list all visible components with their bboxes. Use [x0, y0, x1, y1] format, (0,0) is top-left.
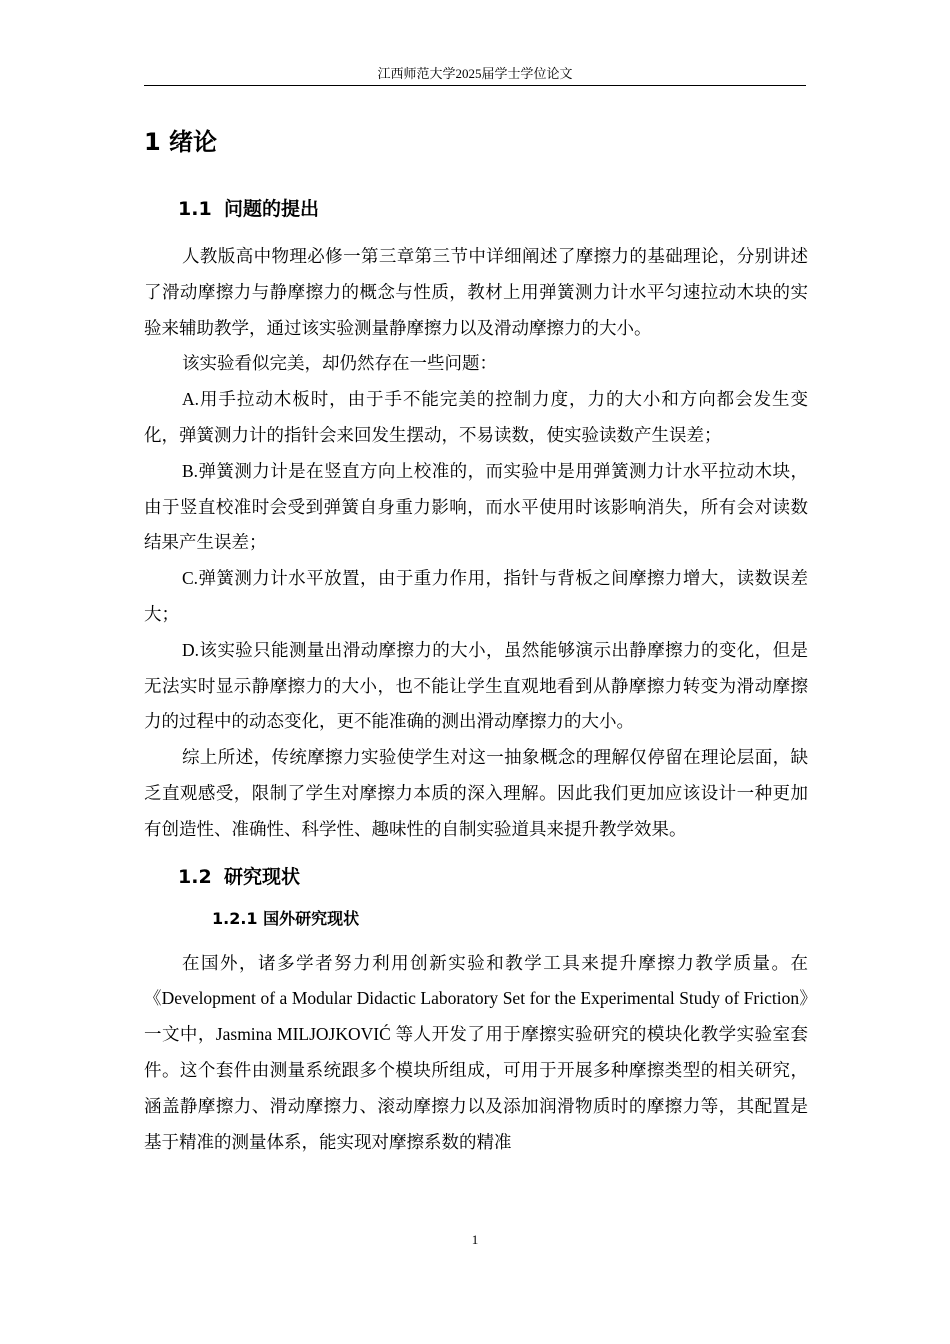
section-number: 1.2	[178, 865, 212, 888]
paragraph: B.弹簧测力计是在竖直方向上校准的，而实验中是用弹簧测力计水平拉动木块，由于竖直校准时会受到弹簧自身重力影响，而水平使用时该影响消失，所有会对读数结果产生误差；	[144, 460, 808, 553]
header-divider	[144, 85, 806, 86]
paragraph: 该实验看似完美，却仍然存在一些问题：	[182, 353, 497, 374]
subsection-heading-1-2-1: 1.2.1 国外研究现状	[212, 908, 360, 928]
section-number: 1.1	[178, 198, 212, 220]
section-heading-1-2	[144, 862, 808, 892]
paragraph: A.用手拉动木板时，由于手不能完美的控制力度，力的大小和方向都会发生变化，弹簧测力计的指针会来回发生摆动，不易读数，使实验读数产生误差；	[144, 389, 808, 445]
page-number: 1	[471, 1232, 479, 1247]
paragraph: 综上所述，传统摩擦力实验使学生对这一抽象概念的理解仅停留在理论层面，缺乏直观感受，限制了学生对摩擦力本质的深入理解。因此我们更加应该设计一种更加有创造性、准确性、科学性、趣味性的自制实验道具来提升教学效果。	[144, 747, 808, 839]
section-title: 研究现状	[224, 865, 301, 888]
paragraph: 人教版高中物理必修一第三章第三节中详细阐述了摩擦力的基础理论，分别讲述了滑动摩擦力与静摩擦力的概念与性质，教材上用弹簧测力计水平匀速拉动木块的实验来辅助教学，通过该实验测量静摩擦力以及滑动摩擦力的大小。	[144, 246, 808, 338]
paragraph: 在国外，诸多学者努力利用创新实验和教学工具来提升摩擦力教学质量。在《Development of a Modular Didactic Laboratory Set for the Experimental Study of Friction》一文中，Jasmina MILJOJKOVIĆ 等人开发了用于摩擦实验研究的模块化教学实验室套件。这个套件由测量系统跟多个模块所组成，可用于开展多种摩擦类型的相关研究，涵盖静摩擦力、滑动摩擦力、滚动摩擦力以及添加润滑物质时的摩擦力等，其配置是基于精准的测量体系，能实现对摩擦系数的精准	[144, 952, 808, 1152]
page-header: 江西师范大学2025届学士学位论文	[377, 66, 573, 81]
paragraph: C.弹簧测力计水平放置，由于重力作用，指针与背板之间摩擦力增大，读数误差大；	[144, 568, 808, 624]
section-title: 问题的提出	[224, 198, 320, 220]
paragraph: D.该实验只能测量出滑动摩擦力的大小，虽然能够演示出静摩擦力的变化，但是无法实时显示静摩擦力的大小，也不能让学生直观地看到从静摩擦力转变为滑动摩擦力的过程中的动态变化，更不能准确的测出滑动摩擦力的大小。	[144, 639, 808, 732]
page-content	[144, 124, 808, 1160]
chapter-title: 1 绪论	[144, 128, 218, 156]
section-heading-1-1	[144, 194, 808, 224]
